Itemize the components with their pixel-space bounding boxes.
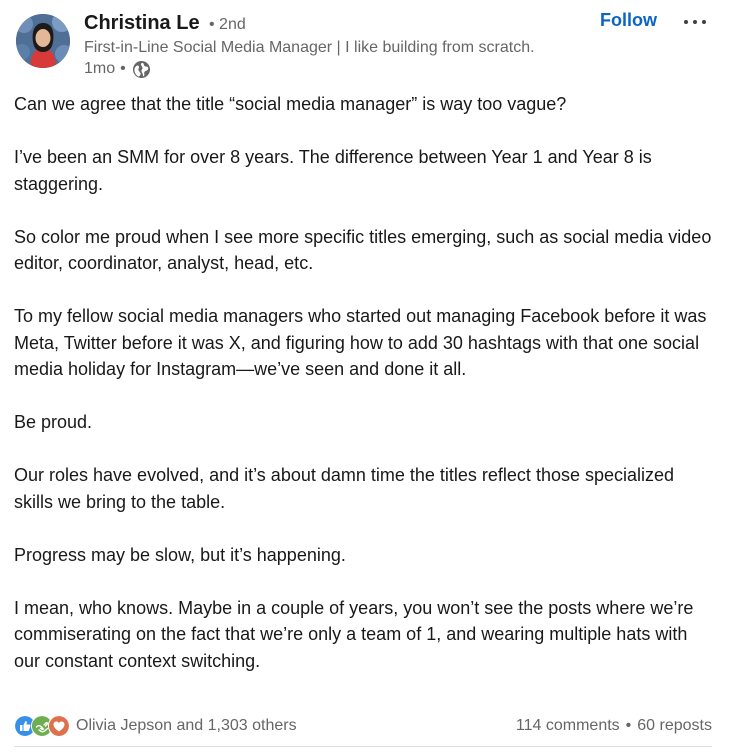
social-counts-bar <box>14 714 712 738</box>
reposts-count-link[interactable]: 60 reposts <box>637 717 712 734</box>
meta-separator: • <box>120 60 126 77</box>
post-paragraph: Our roles have evolved, and it’s about damn time the titles reflect those specialized skills we bring to the table. <box>14 465 675 512</box>
reactions-summary[interactable] <box>14 715 297 737</box>
author-headline: First-in-Line Social Media Manager | I like building from scratch. <box>84 39 535 56</box>
avatar[interactable] <box>16 14 70 68</box>
post-paragraph: So color me proud when I see more specific titles emerging, such as social media video editor, coordinator, analyst, head, etc. <box>14 226 712 273</box>
author-name[interactable]: Christina Le <box>84 12 200 34</box>
post-paragraph: Progress may be slow, but it’s happening. <box>14 544 346 565</box>
engagement-counts <box>516 717 712 735</box>
post-paragraph: To my fellow social media managers who started out managing Facebook before it was Meta, Twitter before it was X, and figuring how to add 30 hashtags with that one social media holiday for Instagram—we’ve seen and done it all. <box>14 306 707 379</box>
post-paragraph: I’ve been an SMM for over 8 years. The difference between Year 1 and Year 8 is staggering. <box>14 147 652 194</box>
follow-button[interactable]: Follow <box>592 8 665 33</box>
comments-count-link[interactable]: 114 comments <box>515 717 620 734</box>
connection-degree: • 2nd <box>209 16 246 33</box>
love-icon <box>48 715 70 737</box>
post-paragraph: I mean, who knows. Maybe in a couple of years, you won’t see the posts where we’re commiserating on the fact that we’re only a team of 1, and wearing multiple hats with our constant context switching. <box>14 597 694 671</box>
post-body <box>14 91 714 674</box>
globe-icon <box>132 60 151 79</box>
post-paragraph: Can we agree that the title “social media manager” is way too vague? <box>14 94 567 114</box>
reaction-icons <box>14 715 70 737</box>
reactions-count: Olivia Jepson and 1,303 others <box>76 717 297 734</box>
divider <box>14 746 712 747</box>
post-meta <box>84 59 151 79</box>
more-options-icon <box>683 19 707 25</box>
more-options-button[interactable] <box>680 10 710 34</box>
counts-separator: • <box>625 717 632 734</box>
post-paragraph: Be proud. <box>14 412 93 432</box>
avatar-photo <box>16 14 70 68</box>
post-time: 1mo <box>84 60 116 77</box>
